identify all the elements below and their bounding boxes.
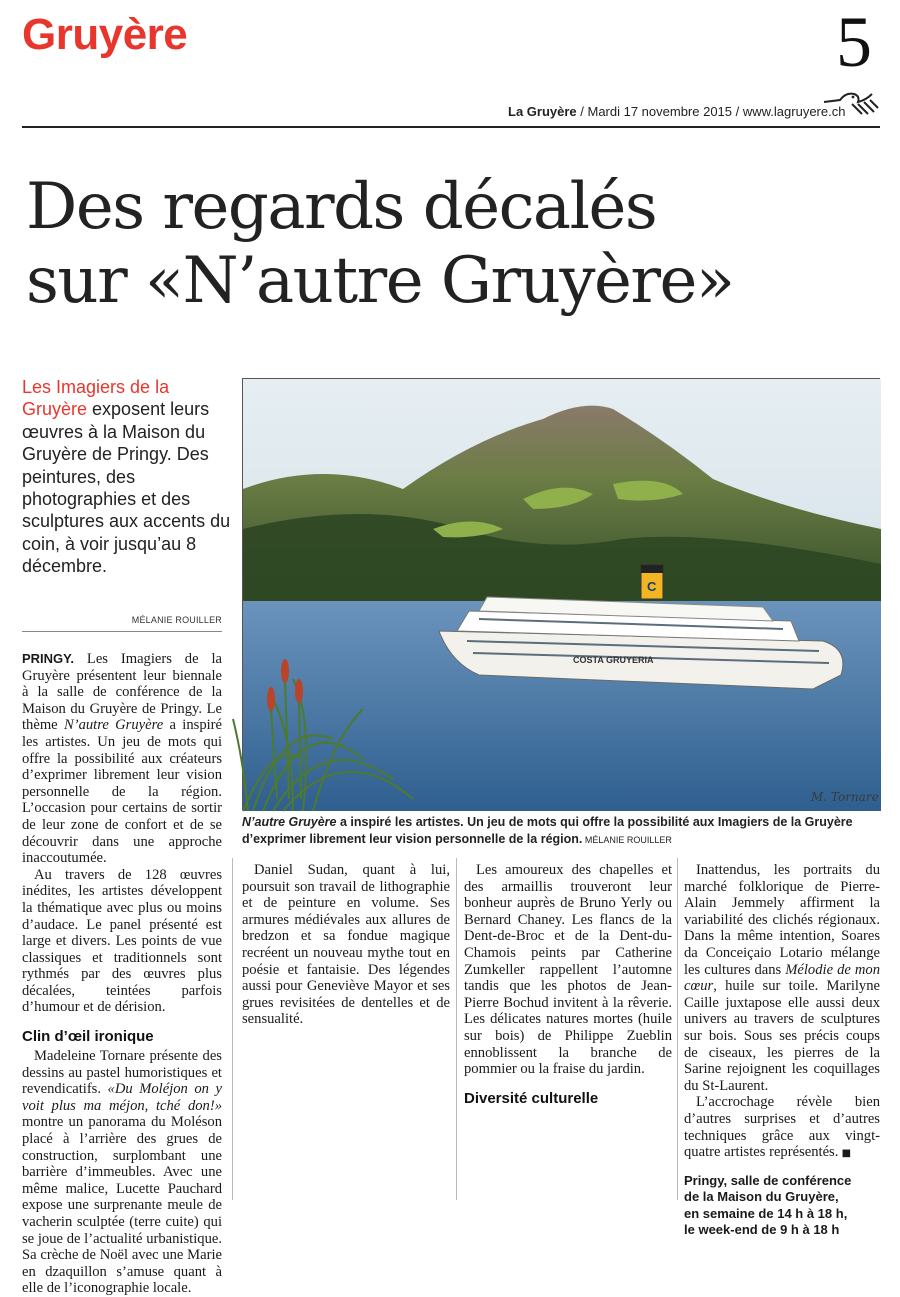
article-paragraph-7: L’accrochage révèle bien d’autres surprises et d’autres techniques grâce aux vingt-quatre artistes représentés. ■ bbox=[684, 1094, 880, 1161]
article-column-3 bbox=[464, 862, 672, 1110]
caption-text: a inspiré les artistes. Un jeu de mots qui offre la possibilité aux Imagiers de la Gruyère d’exprimer librement leur vision personnelle de la région. bbox=[242, 815, 853, 846]
headline bbox=[26, 170, 886, 318]
publication-name: La Gruyère bbox=[508, 104, 577, 119]
column-rule bbox=[677, 858, 678, 1200]
caption-title: N’autre Gruyère bbox=[242, 815, 337, 829]
headline-line-1: Des regards décalés bbox=[26, 170, 657, 244]
masthead bbox=[508, 104, 845, 119]
section-title: Gruyère bbox=[22, 10, 188, 59]
byline: MÉLANIE ROUILLER bbox=[131, 615, 222, 625]
lead-text: exposent leurs œuvres à la Maison du Gruyère de Pringy. Des peintures, des photographies et des sculptures aux accents du coin, à voir jusqu’au 8 décembre. bbox=[22, 399, 231, 577]
subheading-ironic: Clin d’œil ironique bbox=[22, 1028, 154, 1046]
date-and-site: / Mardi 17 novembre 2015 / www.lagruyere.ch bbox=[576, 104, 846, 119]
article-paragraph-1: PRINGY. Les Imagiers de la Gruyère présentent leur biennale à la salle de conférence de la Maison du Gruyère de Pringy. Le thème N’autre Gruyère a inspiré les artistes. Un jeu de mots qui offre la possibilité aux créateurs d’exprimer librement leur vision personnelle de la région. L’occasion pour certains de sortir de leur zone de confort et de se découvrir dans une approche inaccoutumée. bbox=[22, 651, 223, 867]
article-column-2 bbox=[242, 862, 450, 1028]
photo-caption bbox=[242, 814, 880, 848]
article-paragraph-6: Inattendus, les portraits du marché folklorique de Pierre-Alain Jemmely affirment la variabilité des clichés régionaux. Dans la même intention, Soares da Conceiçaio Lotario mélange les cultures dans Mélodie de mon cœur, huile sur toile. Marilyne Caille juxtapose elle aussi deux univers au travers de sculptures sur bois. Sous ses précis coups de ciseaux, les pierres de la Sarine rejoignent les coquillages du St-Laurent. bbox=[684, 862, 880, 1094]
column-rule bbox=[232, 858, 233, 1200]
article-column-4 bbox=[684, 862, 880, 1239]
painter-signature: M. Tornare bbox=[811, 790, 879, 804]
dateline: PRINGY. bbox=[22, 651, 75, 666]
page-number: 5 bbox=[836, 2, 872, 82]
article-column-1 bbox=[22, 651, 222, 1297]
article-paragraph-3: Madeleine Tornare présente des dessins au pastel humoristiques et revendicatifs. «Du Moléjon on y voit plus ma méjon, tché don!» montre un panorama du Moléson placé à l’arrière des grues de construction, surplombant une barrière d’immeubles. Avec une même malice, Lucette Pauchard expose une surprenante meule de vacherin sculptée (terre cuite) qui se joue de l’actualité urbanistique. Sa crèche de Noël avec une Marie en dzaquillon s’amuse quant à elle de l’iconographie locale. bbox=[22, 1048, 222, 1297]
article-paragraph-2: Au travers de 128 œuvres inédites, les artistes développent la thématique avec plus ou moins d’audace. Le panel présenté est large et divers. Les points de vue classiques et traditionnels sont rythmés par des œuvres plus décalées, teintées parfois d’humour et de dérision. bbox=[22, 866, 222, 1016]
ship-name: COSTA GRUYERIA bbox=[573, 655, 654, 665]
lead-highlight: Les Imagiers de la Gruyère bbox=[22, 377, 170, 420]
svg-text:C: C bbox=[647, 579, 657, 594]
subheading-diversity: Diversité culturelle bbox=[464, 1089, 599, 1107]
column-rule bbox=[456, 858, 457, 1200]
article-paragraph-5: Les amoureux des chapelles et des armaillis trouveront leur bonheur auprès de Bruno Yerly ou Bernard Chaney. Les flancs de la Dent-de-Broc et de la Dent-du-Chamois peints par Catherine Zumkeller rappellent l’automne tandis que les photos de Jean-Pierre Bochud invitent à la rêverie. Les délicates natures mortes (huile sur bois) de Philippe Zueblin ennoblissent la branche de pommier ou la fraise du jardin. bbox=[464, 862, 672, 1078]
headline-line-2: sur «N’autre Gruyère» bbox=[26, 244, 734, 318]
article-paragraph-4: Daniel Sudan, quant à lui, poursuit son travail de lithographie et de peinture en volume. Ses armures médiévales aux allures de bredzon et sa fondue magique recréent un nouveau mythe tout en poésie et fantaisie. Des légendes aussi pour Geneviève Mayor et ses grues revisitées de dentelles et de sensualité. bbox=[242, 862, 450, 1028]
end-mark: ■ bbox=[838, 1148, 852, 1160]
byline-rule bbox=[22, 631, 222, 632]
caption-credit: MÉLANIE ROUILLER bbox=[582, 834, 672, 845]
painting-illustration bbox=[243, 379, 881, 811]
practical-info: Pringy, salle de conférence de la Maison du Gruyère, en semaine de 14 h à 18 h, le week-end de 9 h à 18 h bbox=[684, 1172, 852, 1238]
heron-logo-icon bbox=[822, 86, 880, 118]
lead-paragraph bbox=[22, 376, 232, 578]
header-rule bbox=[22, 126, 880, 128]
painting-photo bbox=[242, 378, 880, 810]
